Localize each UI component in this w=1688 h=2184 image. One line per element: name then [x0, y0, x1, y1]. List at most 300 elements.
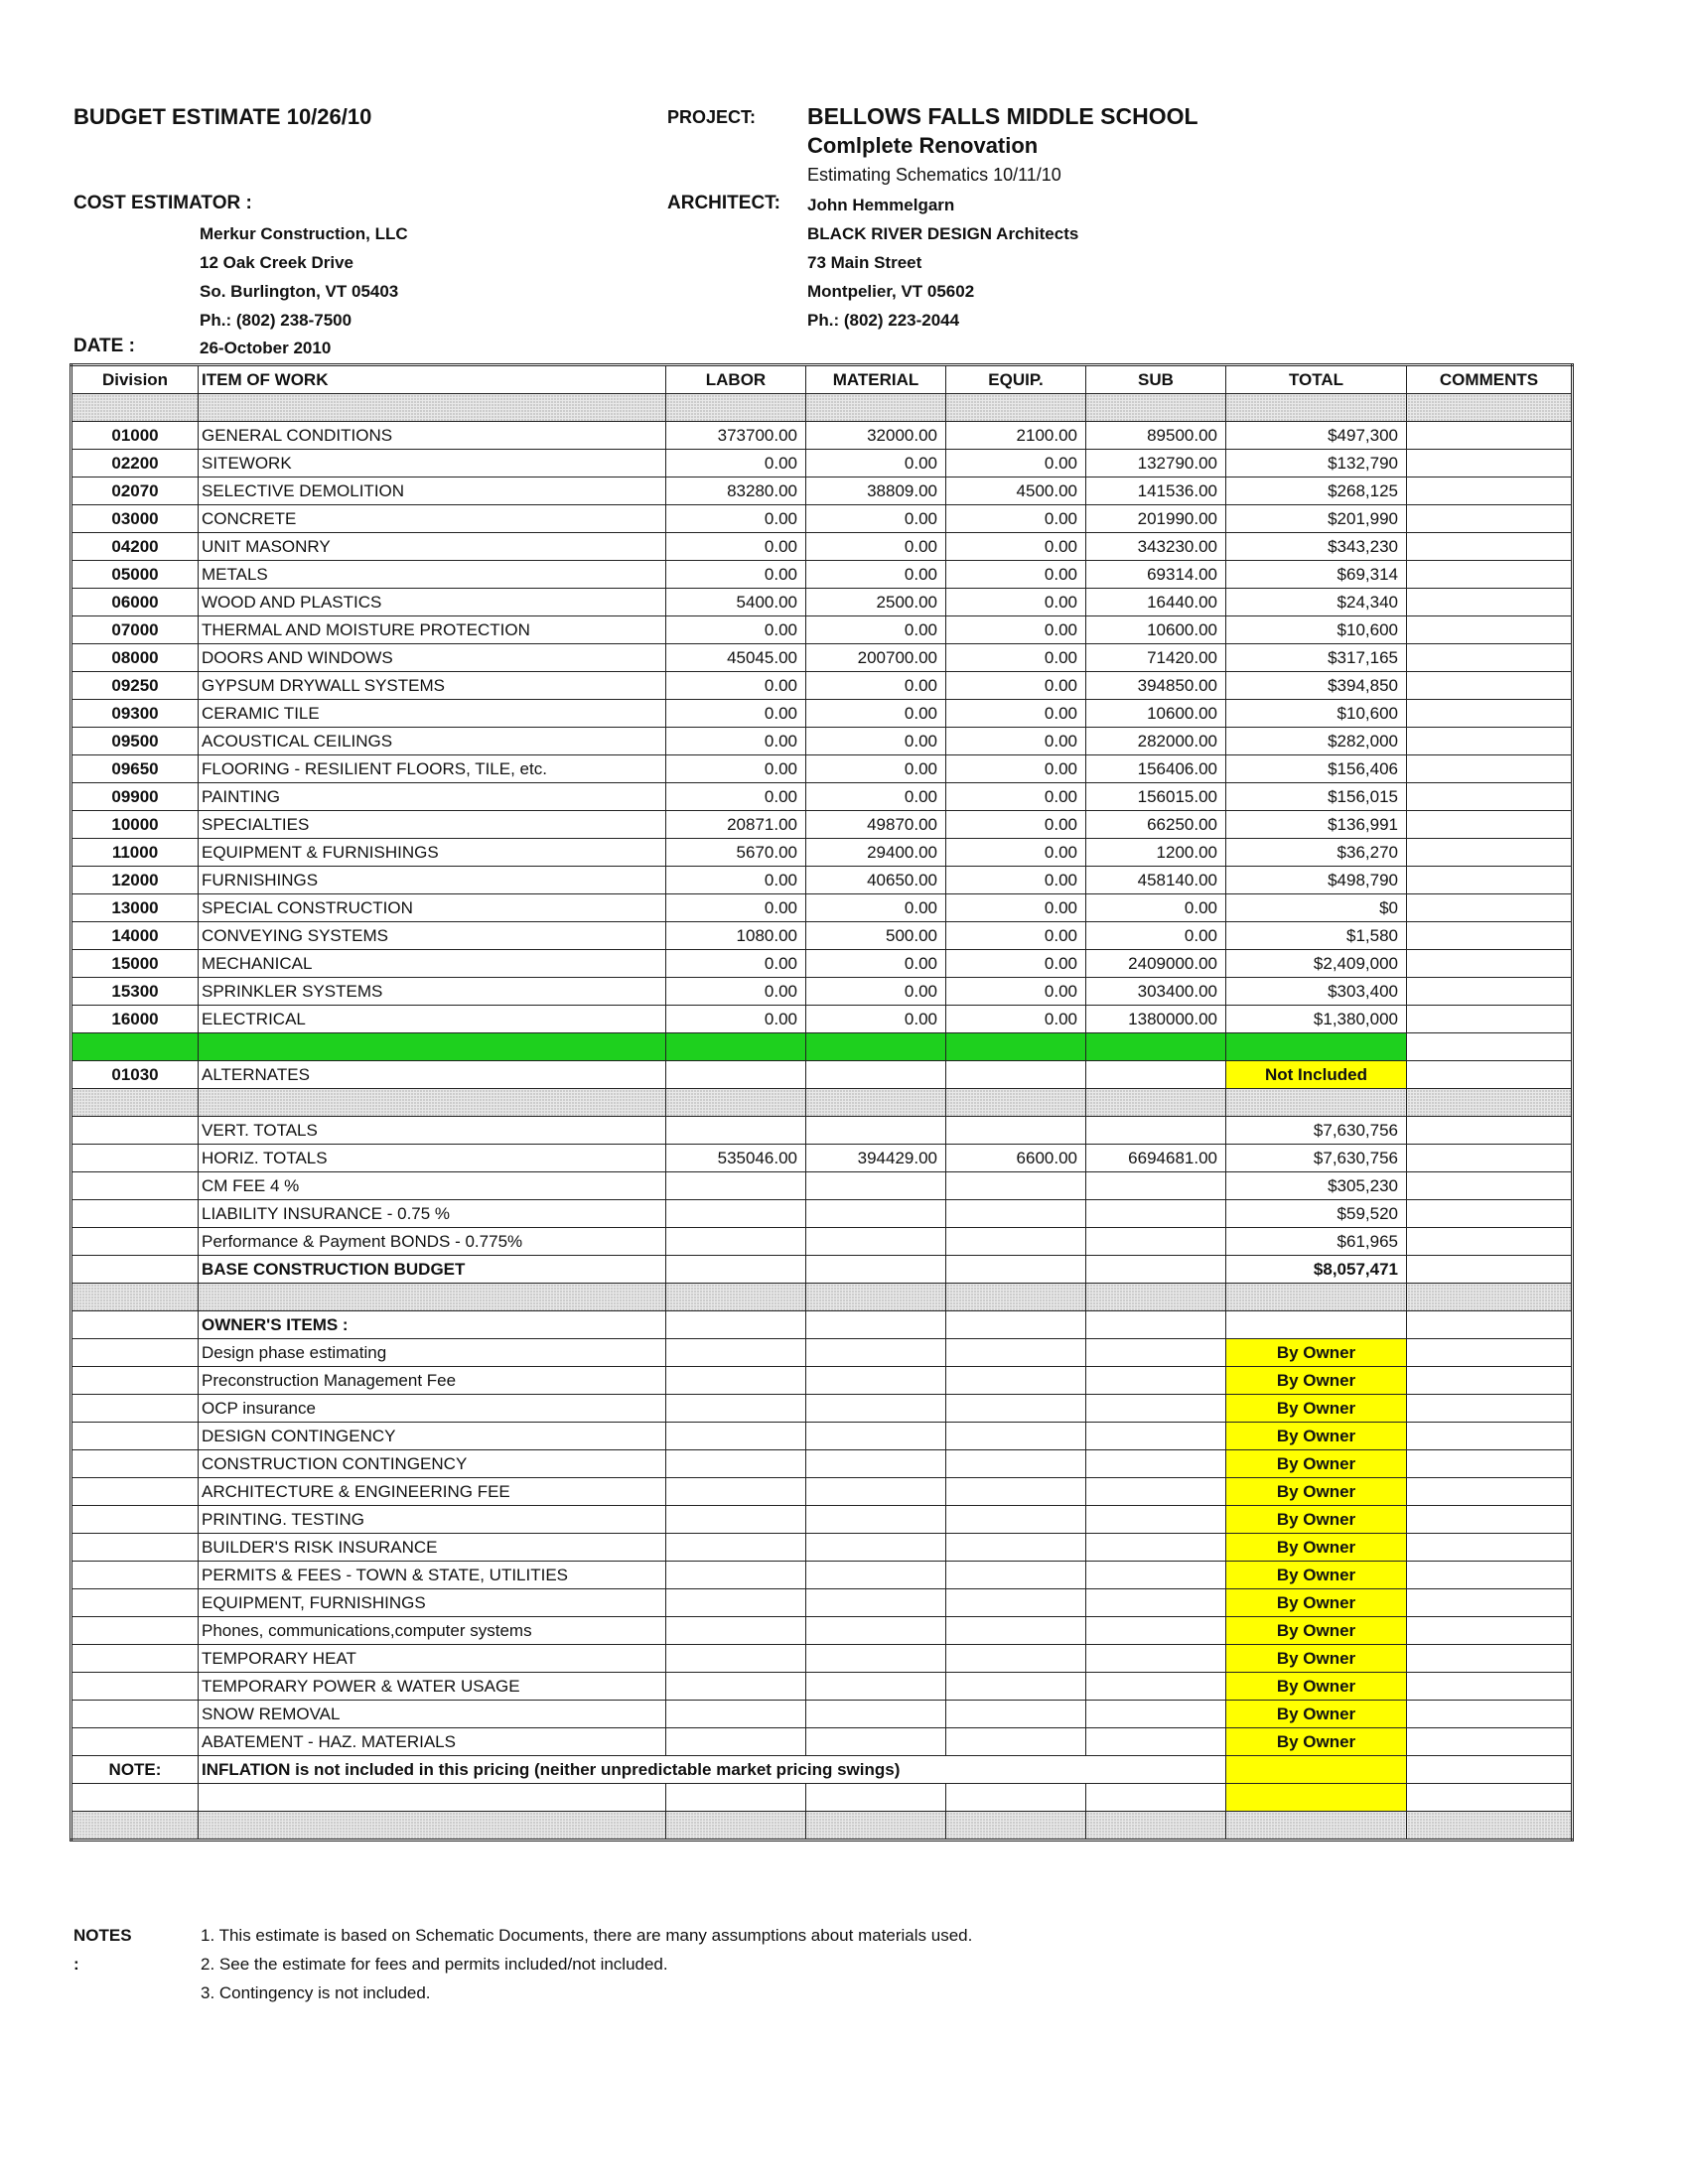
owner-item-name: Preconstruction Management Fee: [199, 1367, 666, 1395]
table-row: [71, 505, 1573, 533]
empty-cell: [199, 1784, 666, 1812]
item-of-work: SPECIAL CONSTRUCTION: [199, 894, 666, 922]
total-value: $7,630,756: [1226, 1117, 1407, 1145]
owner-item-row: [71, 1645, 1573, 1673]
by-owner-badge: By Owner: [1226, 1701, 1407, 1728]
division-code: 03000: [71, 505, 199, 533]
project-name: BELLOWS FALLS MIDDLE SCHOOL: [807, 103, 1198, 129]
table-row: [71, 478, 1573, 505]
empty-cell: [806, 1673, 946, 1701]
total-value: $305,230: [1226, 1172, 1407, 1200]
empty-cell: [946, 1562, 1086, 1589]
comments-cell: [1407, 1256, 1573, 1284]
empty-cell: [806, 1645, 946, 1673]
item-of-work: GYPSUM DRYWALL SYSTEMS: [199, 672, 666, 700]
empty-cell: [71, 1589, 199, 1617]
comments-cell: [1407, 1673, 1573, 1701]
material-value: [806, 1200, 946, 1228]
total-value: $497,300: [1226, 422, 1407, 450]
division-code: 01030: [71, 1061, 199, 1089]
division-code: 04200: [71, 533, 199, 561]
equip-value: 0.00: [946, 839, 1086, 867]
owner-item-row: [71, 1506, 1573, 1534]
horiz-totals-row: [71, 1145, 1573, 1172]
sub-value: 156015.00: [1086, 783, 1226, 811]
comments-cell: [1407, 1172, 1573, 1200]
empty-cell: [946, 1534, 1086, 1562]
comments-cell: [1407, 1339, 1573, 1367]
empty-cell: [1086, 1589, 1226, 1617]
labor-value: 0.00: [666, 1006, 806, 1033]
empty-cell: [71, 1506, 199, 1534]
document-title: BUDGET ESTIMATE 10/26/10: [73, 104, 372, 129]
division-code: 02200: [71, 450, 199, 478]
comments-cell: [1407, 1228, 1573, 1256]
comments-cell: [1407, 1200, 1573, 1228]
equip-value: 0.00: [946, 561, 1086, 589]
empty-cell: [666, 1534, 806, 1562]
division-code: 15000: [71, 950, 199, 978]
labor-value: 45045.00: [666, 644, 806, 672]
bonds-row: [71, 1228, 1573, 1256]
empty-cell: [666, 1617, 806, 1645]
sub-value: 10600.00: [1086, 616, 1226, 644]
sub-value: [1086, 1117, 1226, 1145]
estimator-city: So. Burlington, VT 05403: [200, 282, 399, 301]
labor-value: 0.00: [666, 616, 806, 644]
comments-cell: [1407, 478, 1573, 505]
table-row: [71, 450, 1573, 478]
shaded-cell: [199, 1284, 666, 1311]
sub-value: 1200.00: [1086, 839, 1226, 867]
empty-cell: [71, 1478, 199, 1506]
shaded-cell: [1086, 1812, 1226, 1841]
green-cell: [666, 1033, 806, 1061]
comments-cell: [1407, 1728, 1573, 1756]
shaded-cell: [71, 1812, 199, 1841]
empty-cell: [806, 1311, 946, 1339]
owner-item-name: OCP insurance: [199, 1395, 666, 1423]
empty-cell: [1086, 1061, 1226, 1089]
comments-cell: [1407, 644, 1573, 672]
empty-cell: [1086, 1311, 1226, 1339]
by-owner-badge: By Owner: [1226, 1673, 1407, 1701]
sub-value: 89500.00: [1086, 422, 1226, 450]
material-value: 38809.00: [806, 478, 946, 505]
sub-value: [1086, 1172, 1226, 1200]
total-value: $61,965: [1226, 1228, 1407, 1256]
equip-value: 0.00: [946, 700, 1086, 728]
empty-cell: [666, 1701, 806, 1728]
empty-cell: [71, 1562, 199, 1589]
owner-item-row: [71, 1534, 1573, 1562]
total-value: $303,400: [1226, 978, 1407, 1006]
table-row: [71, 811, 1573, 839]
item-of-work: DOORS AND WINDOWS: [199, 644, 666, 672]
empty-cell: [806, 1589, 946, 1617]
item-of-work: GENERAL CONDITIONS: [199, 422, 666, 450]
table-row: [71, 867, 1573, 894]
sub-value: 69314.00: [1086, 561, 1226, 589]
empty-cell: [1086, 1673, 1226, 1701]
by-owner-badge: By Owner: [1226, 1728, 1407, 1756]
owners-items-header-row: [71, 1311, 1573, 1339]
total-value: $156,015: [1226, 783, 1407, 811]
equip-value: 0.00: [946, 616, 1086, 644]
labor-value: 0.00: [666, 505, 806, 533]
project-subtitle: Comlplete Renovation: [807, 133, 1039, 158]
empty-cell: [946, 1367, 1086, 1395]
empty-cell: [666, 1728, 806, 1756]
comments-cell: [1407, 1061, 1573, 1089]
empty-cell: [1086, 1367, 1226, 1395]
equip-value: 0.00: [946, 950, 1086, 978]
shaded-separator-row: [71, 1089, 1573, 1117]
notes-label: NOTES :: [73, 1926, 132, 1974]
equip-value: 0.00: [946, 755, 1086, 783]
total-value: $2,409,000: [1226, 950, 1407, 978]
division-code: 02070: [71, 478, 199, 505]
by-owner-badge: By Owner: [1226, 1367, 1407, 1395]
empty-cell: [71, 1450, 199, 1478]
comments-cell: [1407, 783, 1573, 811]
sub-value: 156406.00: [1086, 755, 1226, 783]
shaded-cell: [1086, 1089, 1226, 1117]
cm-fee-row: [71, 1172, 1573, 1200]
base-construction-budget-row: [71, 1256, 1573, 1284]
comments-cell: [1407, 616, 1573, 644]
empty-cell: [946, 1589, 1086, 1617]
empty-cell: [806, 1784, 946, 1812]
total-value: $69,314: [1226, 561, 1407, 589]
comments-cell: [1407, 839, 1573, 867]
empty-cell: [666, 1562, 806, 1589]
owners-items-label: OWNER'S ITEMS :: [199, 1311, 666, 1339]
equip-value: [946, 1172, 1086, 1200]
sub-value: 16440.00: [1086, 589, 1226, 616]
empty-cell: [946, 1728, 1086, 1756]
total-value: $268,125: [1226, 478, 1407, 505]
sub-value: 141536.00: [1086, 478, 1226, 505]
division-code: 16000: [71, 1006, 199, 1033]
green-cell: [71, 1033, 199, 1061]
empty-cell: [666, 1450, 806, 1478]
shaded-cell: [806, 1812, 946, 1841]
green-cell: [1226, 1033, 1407, 1061]
sub-value: 1380000.00: [1086, 1006, 1226, 1033]
total-value: $59,520: [1226, 1200, 1407, 1228]
empty-cell: [946, 1506, 1086, 1534]
division-code: 09250: [71, 672, 199, 700]
green-cell: [946, 1033, 1086, 1061]
total-value: $10,600: [1226, 616, 1407, 644]
total-value: $36,270: [1226, 839, 1407, 867]
green-separator-row: [71, 1033, 1573, 1061]
shaded-cell: [666, 1284, 806, 1311]
total-value: $282,000: [1226, 728, 1407, 755]
empty-cell: [946, 1061, 1086, 1089]
table-row: [71, 644, 1573, 672]
equip-value: 0.00: [946, 450, 1086, 478]
labor-value: 0.00: [666, 950, 806, 978]
labor-value: 373700.00: [666, 422, 806, 450]
division-code: 07000: [71, 616, 199, 644]
by-owner-badge: By Owner: [1226, 1395, 1407, 1423]
empty-cell: [806, 1478, 946, 1506]
totals-label: BASE CONSTRUCTION BUDGET: [199, 1256, 666, 1284]
material-value: 49870.00: [806, 811, 946, 839]
empty-cell: [71, 1200, 199, 1228]
item-of-work: PAINTING: [199, 783, 666, 811]
comments-cell: [1407, 950, 1573, 978]
labor-value: 0.00: [666, 672, 806, 700]
sub-value: 201990.00: [1086, 505, 1226, 533]
material-value: 200700.00: [806, 644, 946, 672]
division-code: 08000: [71, 644, 199, 672]
empty-cell: [946, 1395, 1086, 1423]
empty-cell: [666, 1423, 806, 1450]
empty-cell: [71, 1534, 199, 1562]
comments-cell: [1407, 894, 1573, 922]
material-value: 2500.00: [806, 589, 946, 616]
shaded-cell: [946, 1284, 1086, 1311]
division-code: 14000: [71, 922, 199, 950]
comments-cell: [1407, 1006, 1573, 1033]
yellow-empty-cell: [1226, 1756, 1407, 1784]
shaded-cell: [71, 1284, 199, 1311]
total-value: $0: [1226, 894, 1407, 922]
item-of-work: SPRINKLER SYSTEMS: [199, 978, 666, 1006]
total-value: $201,990: [1226, 505, 1407, 533]
total-value: $394,850: [1226, 672, 1407, 700]
comments-cell: [1407, 700, 1573, 728]
date-label: DATE :: [73, 336, 135, 356]
division-code: 09500: [71, 728, 199, 755]
empty-cell: [666, 1395, 806, 1423]
owner-item-name: EQUIPMENT, FURNISHINGS: [199, 1589, 666, 1617]
empty-cell: [1086, 1478, 1226, 1506]
owner-item-name: TEMPORARY POWER & WATER USAGE: [199, 1673, 666, 1701]
total-value: $498,790: [1226, 867, 1407, 894]
by-owner-badge: By Owner: [1226, 1589, 1407, 1617]
labor-value: 0.00: [666, 867, 806, 894]
empty-cell: [1086, 1784, 1226, 1812]
owner-item-name: SNOW REMOVAL: [199, 1701, 666, 1728]
col-header-sub: SUB: [1086, 365, 1226, 394]
equip-value: [946, 1117, 1086, 1145]
alternates-row: [71, 1061, 1573, 1089]
comments-cell: [1407, 450, 1573, 478]
table-header-row: [71, 365, 1573, 394]
owner-item-row: [71, 1562, 1573, 1589]
note-item: 1. This estimate is based on Schematic Documents, there are many assumptions about materials used.: [201, 1926, 973, 1945]
labor-value: 0.00: [666, 783, 806, 811]
comments-cell: [1407, 1645, 1573, 1673]
item-of-work: UNIT MASONRY: [199, 533, 666, 561]
owner-item-row: [71, 1423, 1573, 1450]
equip-value: 0.00: [946, 533, 1086, 561]
empty-cell: [1086, 1617, 1226, 1645]
labor-value: 0.00: [666, 755, 806, 783]
table-row: [71, 561, 1573, 589]
division-code: 01000: [71, 422, 199, 450]
green-cell: [1086, 1033, 1226, 1061]
owner-item-name: TEMPORARY HEAT: [199, 1645, 666, 1673]
by-owner-badge: By Owner: [1226, 1506, 1407, 1534]
shaded-cell: [806, 1089, 946, 1117]
material-value: 0.00: [806, 950, 946, 978]
empty-cell: [71, 1395, 199, 1423]
by-owner-badge: By Owner: [1226, 1645, 1407, 1673]
date-value: 26-October 2010: [200, 339, 332, 357]
empty-cell: [806, 1450, 946, 1478]
empty-cell: [806, 1701, 946, 1728]
empty-cell: [806, 1395, 946, 1423]
equip-value: 0.00: [946, 811, 1086, 839]
sub-value: 0.00: [1086, 922, 1226, 950]
owner-item-row: [71, 1339, 1573, 1367]
by-owner-badge: By Owner: [1226, 1423, 1407, 1450]
labor-value: 5670.00: [666, 839, 806, 867]
by-owner-badge: By Owner: [1226, 1339, 1407, 1367]
totals-label: LIABILITY INSURANCE - 0.75 %: [199, 1200, 666, 1228]
architect-firm: BLACK RIVER DESIGN Architects: [807, 224, 1079, 243]
empty-cell: [946, 1645, 1086, 1673]
equip-value: 2100.00: [946, 422, 1086, 450]
comments-cell: [1407, 1701, 1573, 1728]
equip-value: 0.00: [946, 505, 1086, 533]
blank-row: [71, 1784, 1573, 1812]
comments-cell: [1407, 755, 1573, 783]
comments-cell: [1407, 1756, 1573, 1784]
labor-value: 0.00: [666, 894, 806, 922]
total-value: $1,380,000: [1226, 1006, 1407, 1033]
equip-value: 0.00: [946, 589, 1086, 616]
empty-cell: [946, 1339, 1086, 1367]
architect-street: 73 Main Street: [807, 253, 922, 272]
labor-value: 0.00: [666, 533, 806, 561]
empty-cell: [946, 1478, 1086, 1506]
comments-cell: [1407, 1784, 1573, 1812]
equip-value: 0.00: [946, 672, 1086, 700]
owner-item-name: CONSTRUCTION CONTINGENCY: [199, 1450, 666, 1478]
labor-value: [666, 1172, 806, 1200]
equip-value: 0.00: [946, 783, 1086, 811]
empty-cell: [806, 1506, 946, 1534]
shaded-cell: [946, 1089, 1086, 1117]
empty-cell: [666, 1478, 806, 1506]
item-of-work: THERMAL AND MOISTURE PROTECTION: [199, 616, 666, 644]
sub-value: 6694681.00: [1086, 1145, 1226, 1172]
shaded-cell: [71, 1089, 199, 1117]
empty-cell: [1086, 1423, 1226, 1450]
division-code: 12000: [71, 867, 199, 894]
shaded-cell: [1226, 1284, 1407, 1311]
comments-cell: [1407, 1506, 1573, 1534]
col-header-labor: LABOR: [666, 365, 806, 394]
inflation-note: INFLATION is not included in this pricing (neither unpredictable market pricing swings): [199, 1756, 1226, 1784]
empty-cell: [946, 1450, 1086, 1478]
total-value: $136,991: [1226, 811, 1407, 839]
comments-cell: [1407, 1534, 1573, 1562]
owner-item-name: DESIGN CONTINGENCY: [199, 1423, 666, 1450]
empty-cell: [71, 1172, 199, 1200]
material-value: 500.00: [806, 922, 946, 950]
owner-item-row: [71, 1367, 1573, 1395]
empty-cell: [666, 1339, 806, 1367]
material-value: 0.00: [806, 894, 946, 922]
empty-cell: [806, 1339, 946, 1367]
total-value: $343,230: [1226, 533, 1407, 561]
owner-item-row: [71, 1728, 1573, 1756]
labor-value: [666, 1256, 806, 1284]
empty-cell: [946, 1423, 1086, 1450]
owner-item-row: [71, 1589, 1573, 1617]
shaded-cell: [946, 1812, 1086, 1841]
labor-value: [666, 1200, 806, 1228]
material-value: 0.00: [806, 616, 946, 644]
sub-value: 66250.00: [1086, 811, 1226, 839]
item-of-work: CONCRETE: [199, 505, 666, 533]
material-value: 0.00: [806, 533, 946, 561]
table-row: [71, 950, 1573, 978]
empty-cell: [1086, 1728, 1226, 1756]
shaded-cell: [1226, 1089, 1407, 1117]
comments-cell: [1407, 1450, 1573, 1478]
empty-cell: [666, 1367, 806, 1395]
material-value: 0.00: [806, 672, 946, 700]
empty-cell: [806, 1617, 946, 1645]
shaded-separator-row: [71, 1284, 1573, 1311]
comments-cell: [1407, 1589, 1573, 1617]
material-value: 0.00: [806, 561, 946, 589]
table-row: [71, 783, 1573, 811]
empty-cell: [666, 1311, 806, 1339]
item-of-work: ALTERNATES: [199, 1061, 666, 1089]
equip-value: 0.00: [946, 894, 1086, 922]
material-value: 32000.00: [806, 422, 946, 450]
total-value: $132,790: [1226, 450, 1407, 478]
comments-cell: [1407, 1395, 1573, 1423]
equip-value: 0.00: [946, 644, 1086, 672]
col-header-equip: EQUIP.: [946, 365, 1086, 394]
material-value: 0.00: [806, 978, 946, 1006]
empty-cell: [71, 1617, 199, 1645]
table-row: [71, 533, 1573, 561]
empty-cell: [71, 1367, 199, 1395]
owner-item-row: [71, 1478, 1573, 1506]
sub-value: 2409000.00: [1086, 950, 1226, 978]
total-value: $156,406: [1226, 755, 1407, 783]
equip-value: 0.00: [946, 1006, 1086, 1033]
division-code: 13000: [71, 894, 199, 922]
table-row: [71, 589, 1573, 616]
empty-cell: [946, 1701, 1086, 1728]
owner-item-row: [71, 1701, 1573, 1728]
vert-totals-row: [71, 1117, 1573, 1145]
empty-cell: [1086, 1506, 1226, 1534]
equip-value: 4500.00: [946, 478, 1086, 505]
sub-value: 282000.00: [1086, 728, 1226, 755]
total-value: $24,340: [1226, 589, 1407, 616]
shaded-separator-row: [71, 394, 1573, 422]
by-owner-badge: By Owner: [1226, 1478, 1407, 1506]
item-of-work: CERAMIC TILE: [199, 700, 666, 728]
equip-value: 0.00: [946, 728, 1086, 755]
empty-cell: [1086, 1395, 1226, 1423]
sub-value: 71420.00: [1086, 644, 1226, 672]
comments-cell: [1407, 1033, 1573, 1061]
